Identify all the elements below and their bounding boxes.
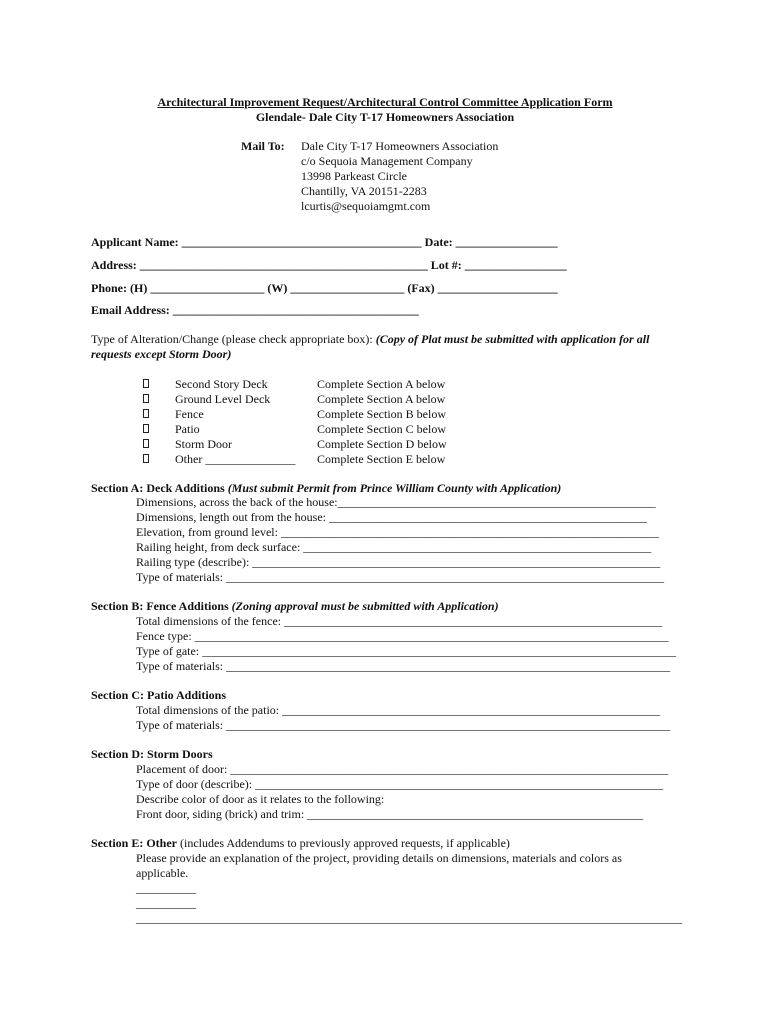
section-a-heading (91, 481, 561, 496)
alteration-intro (91, 332, 649, 347)
mail-to-line: Chantilly, VA 20151-2283 (301, 184, 427, 198)
section-b-heading (91, 599, 499, 614)
option-section: Complete Section E below (317, 452, 446, 466)
fence-type-field[interactable]: Fence type: _______________________________________________________________________________ (136, 629, 669, 643)
alteration-options (140, 377, 470, 467)
mail-to-line: Dale City T-17 Homeowners Association (301, 139, 499, 153)
option-ground-level-deck (140, 392, 470, 407)
applicant-name-field[interactable]: Applicant Name: ________________________________________ Date: _________________ (91, 235, 558, 249)
checkbox-second-story-deck[interactable] (143, 379, 149, 388)
patio-dimensions-field[interactable]: Total dimensions of the patio: _______________________________________________________________ (136, 703, 661, 717)
door-placement-field[interactable]: Placement of door: _________________________________________________________________________ (136, 762, 669, 776)
option-storm-door (140, 437, 470, 452)
door-type-field[interactable]: Type of door (describe): ____________________________________________________________________ (136, 777, 664, 791)
gate-type-field[interactable]: Type of gate: _______________________________________________________________________________ (136, 644, 677, 658)
option-section: Complete Section C below (317, 422, 446, 436)
mail-to-email: lcurtis@sequoiamgmt.com (301, 199, 431, 213)
option-other (140, 452, 470, 467)
section-a-title: Section A: Deck Additions (91, 481, 228, 495)
checkbox-fence[interactable] (143, 409, 149, 418)
form-subtitle: Glendale- Dale City T-17 Homeowners Association (255, 110, 515, 124)
option-label: Ground Level Deck (175, 392, 271, 406)
section-e-title: Section E: Other (91, 836, 177, 850)
deck-elevation-field[interactable]: Elevation, from ground level: _______________________________________________________________ (136, 525, 659, 539)
door-trim-field[interactable]: Front door, siding (brick) and trim: ________________________________________________________ (136, 807, 644, 821)
address-field[interactable]: Address: ________________________________________________ Lot #: _________________ (91, 258, 567, 272)
section-a-fields (136, 495, 664, 585)
checkbox-ground-level-deck[interactable] (143, 394, 149, 403)
checkbox-other[interactable] (143, 454, 149, 463)
option-label: Fence (175, 407, 204, 421)
explanation-line[interactable]: __________ (136, 881, 196, 895)
option-patio (140, 422, 470, 437)
railing-height-field[interactable]: Railing height, from deck surface: __________________________________________________________ (136, 540, 652, 554)
fence-materials-field[interactable]: Type of materials: __________________________________________________________________________ (136, 659, 671, 673)
patio-materials-field[interactable]: Type of materials: __________________________________________________________________________ (136, 718, 671, 732)
section-c-heading: Section C: Patio Additions (91, 688, 227, 702)
explanation-line[interactable]: ___________________________________________________________________________________________ (136, 911, 682, 925)
plat-note: (Copy of Plat must be submitted with application for all (375, 332, 650, 346)
option-second-story-deck (140, 377, 470, 392)
section-b-note: (Zoning approval must be submitted with Application) (231, 599, 499, 613)
section-e-body (136, 851, 682, 926)
section-d-fields (136, 762, 668, 822)
option-section: Complete Section A below (317, 392, 446, 406)
option-fence (140, 407, 470, 422)
email-field[interactable]: Email Address: _________________________________________ (91, 303, 419, 317)
section-b-title: Section B: Fence Additions (91, 599, 232, 613)
checkbox-storm-door[interactable] (143, 439, 149, 448)
section-e-instructions: Please provide an explanation of the project, providing details on dimensions, materials and colors as (136, 851, 622, 865)
checkbox-patio[interactable] (143, 424, 149, 433)
alteration-intro-text: Type of Alteration/Change (please check appropriate box): (91, 332, 376, 346)
section-b-fields (136, 614, 676, 674)
option-label: Patio (175, 422, 200, 436)
section-e-note: (includes Addendums to previously approved requests, if applicable) (177, 836, 510, 850)
mail-to-line: c/o Sequoia Management Company (301, 154, 473, 168)
mail-to-address (301, 139, 498, 214)
form-title: Architectural Improvement Request/Architectural Control Committee Application Form (157, 95, 613, 109)
door-color-instruction: Describe color of door as it relates to the following: (136, 792, 385, 806)
deck-materials-field[interactable]: Type of materials: _________________________________________________________________________ (136, 570, 665, 584)
section-d-heading: Section D: Storm Doors (91, 747, 213, 761)
mail-to-line: 13998 Parkeast Circle (301, 169, 407, 183)
plat-note-continued: requests except Storm Door) (91, 347, 232, 361)
mail-to-label: Mail To: (241, 139, 285, 153)
option-label: Other _______________ (175, 452, 296, 466)
option-label: Second Story Deck (175, 377, 268, 391)
railing-type-field[interactable]: Railing type (describe): ____________________________________________________________________ (136, 555, 661, 569)
phone-field[interactable]: Phone: (H) ___________________ (W) ___________________ (Fax) ____________________ (91, 281, 558, 295)
fence-dimensions-field[interactable]: Total dimensions of the fence: _______________________________________________________________ (136, 614, 663, 628)
option-section: Complete Section A below (317, 377, 446, 391)
deck-width-field[interactable]: Dimensions, across the back of the house:_____________________________________________________ (136, 495, 656, 509)
option-section: Complete Section D below (317, 437, 447, 451)
section-c-fields (136, 703, 670, 733)
option-label: Storm Door (175, 437, 232, 451)
explanation-line[interactable]: __________ (136, 896, 196, 910)
deck-length-field[interactable]: Dimensions, length out from the house: _____________________________________________________ (136, 510, 647, 524)
option-section: Complete Section B below (317, 407, 446, 421)
section-e-heading (91, 836, 510, 851)
section-a-note: (Must submit Permit from Prince William County with Application) (227, 481, 562, 495)
section-e-instructions-cont: applicable. (136, 866, 189, 880)
